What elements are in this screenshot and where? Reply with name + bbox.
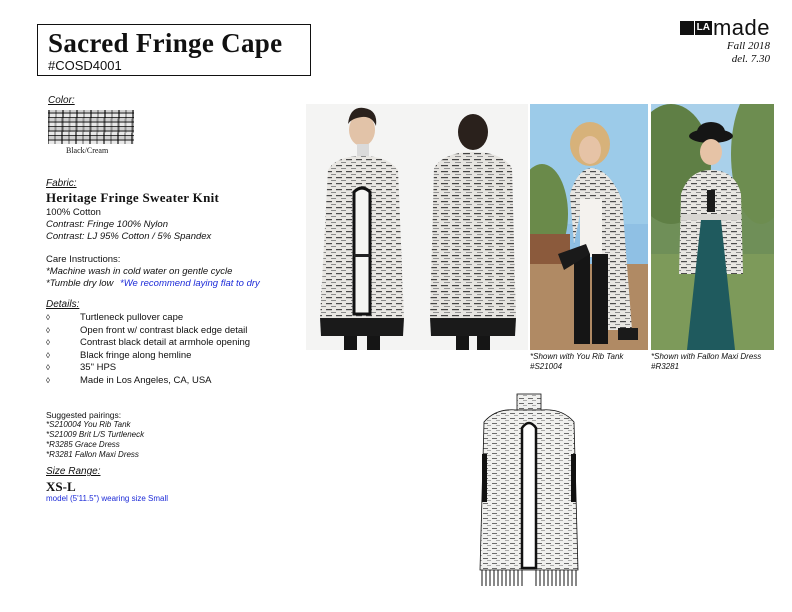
pairings-label: Suggested pairings: [46,410,122,420]
flat-sketch [474,392,584,592]
logo-la: LA [696,22,710,33]
product-title: Sacred Fringe Cape [48,28,283,58]
fabric-label: Fabric: [46,178,77,189]
model-outdoor-tank-illustration [530,104,648,350]
fabric-contrast-1: Contrast: Fringe 100% Nylon [46,219,168,230]
logo-square-icon [680,21,694,35]
color-label: Color: [48,95,75,106]
size-range: XS-L [46,479,76,494]
model-back-illustration [418,104,528,350]
sketch-fringe [482,570,576,586]
detail-text: Turtleneck pullover cape [80,312,184,323]
model-front-illustration [306,104,418,350]
caption-tank-line-1: *Shown with You Rib Tank [530,352,624,361]
photo-outdoor-tank [530,104,648,350]
caption-dress-line-2: #R3281 [651,362,680,371]
sketch-left-armhole [482,454,487,502]
details-label: Details: [46,299,80,310]
logo-made: made [712,15,770,40]
photo-outdoor-dress [651,104,774,350]
details-list [46,312,250,387]
care-line-1: *Machine wash in cold water on gentle cycle [46,266,233,277]
photo-back [418,104,528,350]
detail-text: Contrast black detail at armhole opening [80,337,251,348]
detail-text: Open front w/ contrast black edge detail [80,324,248,336]
diamond-bullet-icon: ◊ [46,363,50,372]
brand-logo [680,16,770,40]
season: Fall 2018 [726,40,770,52]
caption-tank-line-2: #S21004 [530,362,563,371]
title-box [37,24,311,76]
list-item [46,362,250,375]
diamond-bullet-icon: ◊ [46,338,50,347]
model-outdoor-dress-illustration [651,104,774,350]
detail-text: Black fringe along hemline [80,349,192,361]
pairings-block [46,410,144,460]
model-note: model (5'11.5") wearing size Small [46,494,169,503]
pairing-item: *S210004 You Rib Tank [46,420,131,429]
diamond-bullet-icon: ◊ [46,375,50,385]
sketch-right-armhole [571,454,576,502]
delivery-date: del. 7.30 [731,53,770,65]
list-item [46,337,250,350]
detail-text: Made in Los Angeles, CA, USA [80,374,212,386]
list-item [46,312,250,325]
color-swatch [48,110,134,144]
photo-front [306,104,418,350]
fabric-name: Heritage Fringe Sweater Knit [46,190,220,205]
caption-dress-line-1: *Shown with Fallon Maxi Dress [651,352,762,361]
swatch-name: Black/Cream [66,146,109,155]
care-note: *We recommend laying flat to dry [120,278,260,289]
diamond-bullet-icon: ◊ [46,313,50,322]
care-line-2 [46,278,260,289]
pairing-item: *R3281 Fallon Maxi Dress [46,450,139,459]
fabric-contrast-2: Contrast: LJ 95% Cotton / 5% Spandex [46,231,212,242]
list-item [46,325,250,338]
pairing-item: *S21009 Brit L/S Turtleneck [46,430,145,439]
diamond-bullet-icon: ◊ [46,325,50,335]
product-sku: #COSD4001 [48,58,122,73]
sketch-front-opening [522,423,536,568]
care-label: Care Instructions: [46,254,121,265]
brand-block [680,16,770,66]
fabric-composition: 100% Cotton [46,207,101,218]
care-line-2-text: *Tumble dry low [46,278,114,289]
diamond-bullet-icon: ◊ [46,350,50,360]
pairing-item: *R3285 Grace Dress [46,440,120,449]
detail-text: 35" HPS [80,362,117,373]
list-item [46,375,250,388]
list-item [46,350,250,363]
size-label: Size Range: [46,466,101,477]
sketch-collar [517,394,541,410]
